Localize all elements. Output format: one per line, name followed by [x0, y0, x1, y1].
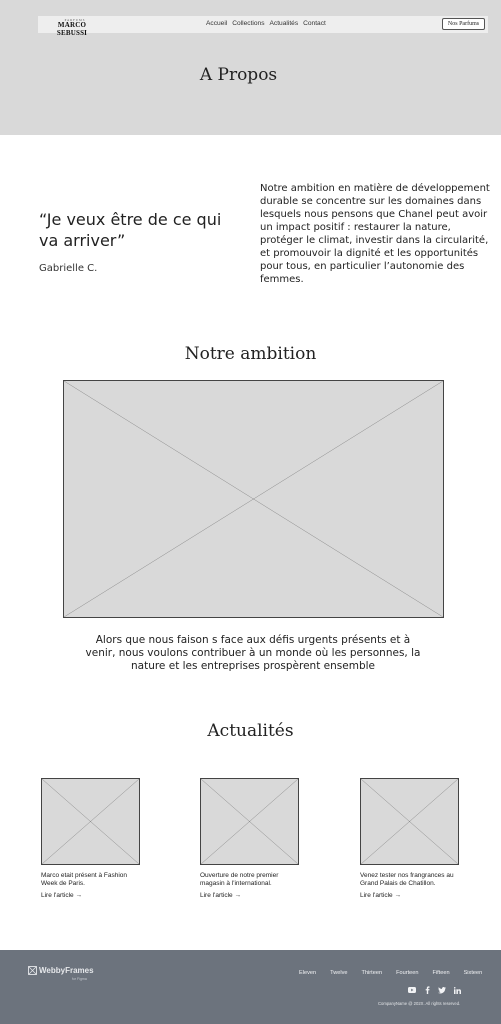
quote-author: Gabrielle C.	[39, 263, 98, 274]
logo-wordmark: MARCO SEBUSSI	[56, 21, 88, 37]
news-read-more-1[interactable]: Lire l'article →	[41, 892, 82, 899]
news-caption-2: Ouverture de notre premier magasin à l'international.	[200, 872, 279, 887]
nav-links	[206, 20, 326, 27]
intro-paragraph: Notre ambition en matière de développement durable se concentre sur les domaines dans lesquels nous pensons que Chanel peut avoir un impact positif : restaurer la nature, protéger le climat, investir dans la circularité, et promouvoir la dignité et les opportunités pour tous, en particulier l’autonomie des femmes.	[260, 183, 490, 285]
nav-link-accueil[interactable]: Accueil	[206, 20, 228, 27]
social-links	[408, 986, 461, 994]
ambition-image-placeholder	[63, 380, 444, 618]
copyright-text: CompanyName @ 202X. All rights reserved.	[378, 1001, 461, 1006]
footer-links	[299, 970, 482, 976]
hero-section	[0, 0, 501, 135]
logo-tagline: PARFUMS	[64, 18, 86, 22]
nav-link-collections[interactable]: Collections	[232, 20, 265, 27]
nav-link-actualites[interactable]: Actualités	[269, 20, 299, 27]
footer-link-eleven[interactable]: Eleven	[299, 970, 317, 976]
ambition-paragraph: Alors que nous faison s face aux défis urgents présents et à venir, nous voulons contribuer à un monde où les personnes, la nature et les entreprises prospèrent ensemble	[85, 634, 421, 672]
news-image-1[interactable]	[41, 778, 140, 865]
footer-link-twelve[interactable]: Twelve	[330, 970, 348, 976]
news-title: Actualités	[207, 721, 294, 741]
image-placeholder-icon	[201, 779, 298, 864]
footer-brand-name: WebbyFrames	[39, 966, 94, 975]
linkedin-icon[interactable]	[453, 986, 461, 994]
footer-link-sixteen[interactable]: Sixteen	[463, 970, 483, 976]
webbyframes-logo-icon	[28, 966, 37, 975]
news-read-more-3[interactable]: Lire l'article →	[360, 892, 401, 899]
footer-link-fifteen[interactable]: Fifteen	[432, 970, 450, 976]
youtube-icon[interactable]	[408, 986, 416, 994]
ambition-title: Notre ambition	[184, 344, 317, 364]
image-placeholder-icon	[361, 779, 458, 864]
footer-brand-logo[interactable]	[28, 966, 94, 975]
news-caption-1: Marco etait présent à Fashion Week de Paris.	[41, 872, 127, 887]
image-placeholder-icon	[64, 381, 443, 617]
twitter-icon[interactable]	[438, 986, 446, 994]
news-image-2[interactable]	[200, 778, 299, 865]
nos-parfums-button[interactable]: Nos Parfums	[442, 18, 485, 30]
news-caption-3: Venez tester nos frangrances au Grand Palais de Chatillon.	[360, 872, 454, 887]
footer-brand-sub: for Figma	[72, 977, 87, 981]
brand-logo[interactable]	[44, 18, 100, 37]
news-image-3[interactable]	[360, 778, 459, 865]
news-read-more-2[interactable]: Lire l'article →	[200, 892, 241, 899]
quote-text: “Je veux être de ce qui va arriver”	[39, 210, 222, 250]
facebook-icon[interactable]	[423, 986, 431, 994]
footer-link-fourteen[interactable]: Fourteen	[396, 970, 419, 976]
footer-link-thirteen[interactable]: Thirteen	[361, 970, 383, 976]
navbar	[38, 16, 488, 37]
image-placeholder-icon	[42, 779, 139, 864]
page-title: A Propos	[199, 65, 278, 85]
footer	[0, 950, 501, 1024]
nav-link-contact[interactable]: Contact	[303, 20, 326, 27]
